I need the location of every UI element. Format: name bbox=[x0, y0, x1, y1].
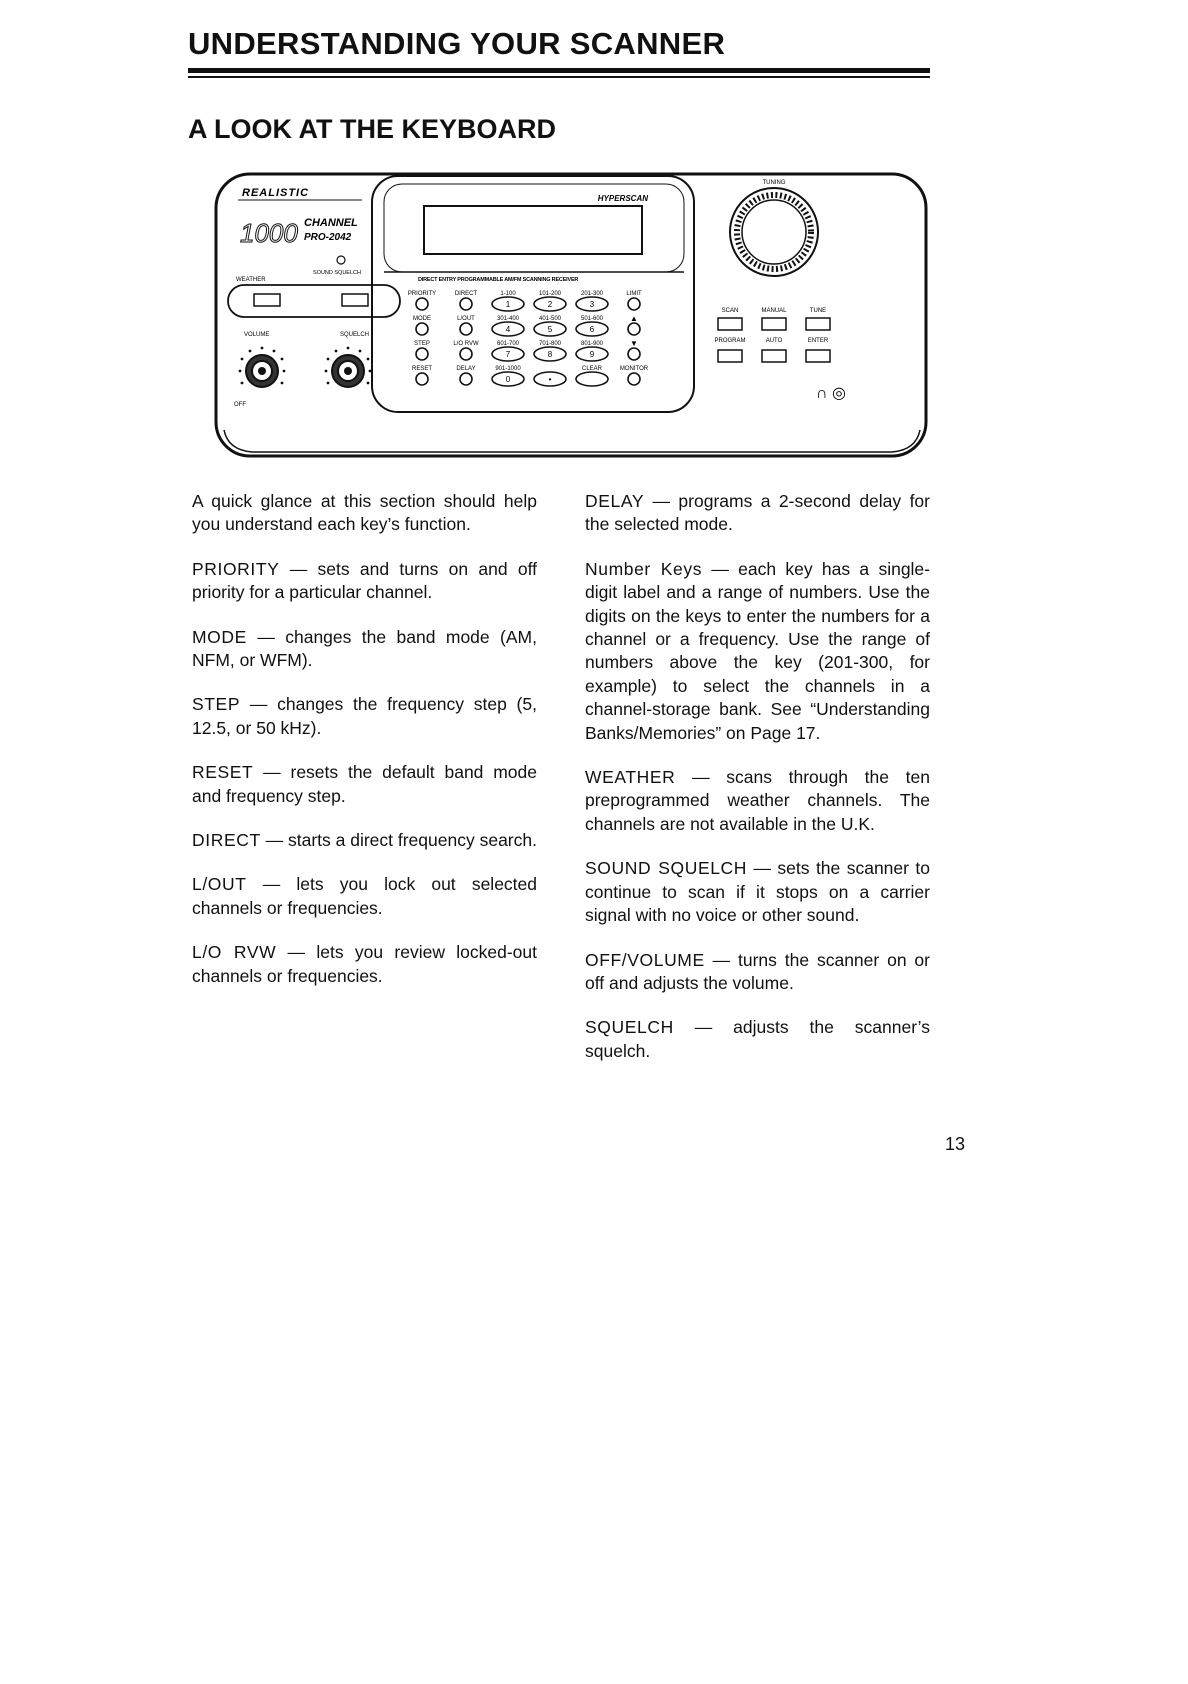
monitor-label: MONITOR bbox=[619, 366, 649, 372]
key-digit-4: 4 bbox=[505, 325, 511, 334]
key-digit-7: 7 bbox=[505, 350, 511, 359]
key-digit-2: 2 bbox=[547, 300, 553, 309]
lo-rvw-text: — lets you review locked-out channels or frequencies. bbox=[192, 942, 538, 986]
sound-squelch-term: SOUND SQUELCH bbox=[585, 858, 748, 879]
auto-label: AUTO bbox=[765, 338, 783, 344]
mode-label: MODE bbox=[413, 316, 431, 322]
manual-label: MANUAL bbox=[761, 308, 787, 314]
up-key[interactable] bbox=[628, 323, 640, 335]
tuning-knob[interactable] bbox=[730, 188, 818, 276]
direct-term: DIRECT bbox=[192, 830, 261, 851]
range-label-2: 101-200 bbox=[538, 291, 562, 297]
mode-description bbox=[192, 626, 537, 673]
reset-label: RESET bbox=[411, 366, 433, 372]
squelch-label: SQUELCH bbox=[340, 332, 370, 338]
tune-button[interactable] bbox=[806, 318, 830, 330]
mode-term: MODE bbox=[192, 626, 247, 647]
step-key[interactable] bbox=[416, 348, 428, 360]
enter-button[interactable] bbox=[806, 350, 830, 362]
key-digit-9: 9 bbox=[589, 350, 595, 359]
off-volume-description bbox=[585, 949, 930, 996]
key-digit-5: 5 bbox=[547, 325, 553, 334]
feature-strip: DIRECT ENTRY PROGRAMMABLE AM/FM SCANNING RECEIVER bbox=[418, 277, 579, 283]
range-label-6: 501-600 bbox=[580, 316, 604, 322]
lo-rvw-label: L/O RVW bbox=[453, 341, 479, 347]
intro-text: A quick glance at this section should help you understand each key’s function. bbox=[192, 491, 537, 535]
weather-description bbox=[585, 766, 930, 836]
housing-bottom-edge bbox=[224, 430, 920, 452]
lo-rvw-description bbox=[192, 941, 537, 988]
delay-key[interactable] bbox=[460, 373, 472, 385]
lcd-display bbox=[424, 206, 642, 254]
lout-label: L/OUT bbox=[457, 316, 475, 322]
clear-label: CLEAR bbox=[581, 366, 603, 372]
reset-text: — resets the default band mode and frequency step. bbox=[192, 762, 537, 806]
off-label: OFF bbox=[234, 402, 246, 408]
lout-key[interactable] bbox=[460, 323, 472, 335]
reset-term: RESET bbox=[192, 762, 254, 783]
mode-key[interactable] bbox=[416, 323, 428, 335]
delay-description bbox=[585, 490, 930, 537]
up-arrow-label: ▲ bbox=[630, 314, 638, 323]
lo-rvw-term: L/O RVW bbox=[192, 942, 277, 963]
channel-label: CHANNEL bbox=[304, 217, 358, 229]
key-digit-8: 8 bbox=[547, 350, 553, 359]
range-label-1: 1-100 bbox=[500, 291, 516, 297]
scanner-keyboard-diagram bbox=[212, 170, 932, 464]
squelch-term: SQUELCH bbox=[585, 1017, 674, 1038]
weather-text: — scans through the ten preprogrammed weather channels. The channels are not available in the U.K. bbox=[585, 767, 930, 834]
delay-label: DELAY bbox=[456, 366, 476, 372]
lout-term: L/OUT bbox=[192, 874, 247, 895]
priority-term: PRIORITY bbox=[192, 558, 280, 579]
scan-label: SCAN bbox=[721, 308, 739, 314]
key-digit-1: 1 bbox=[505, 300, 511, 309]
range-label-4: 301-400 bbox=[496, 316, 520, 322]
model-number: 1000 bbox=[240, 218, 298, 248]
monitor-key[interactable] bbox=[628, 373, 640, 385]
program-label: PROGRAM bbox=[714, 338, 746, 344]
step-term: STEP bbox=[192, 694, 241, 715]
range-label-3: 201-300 bbox=[580, 291, 604, 297]
range-label-9: 801-900 bbox=[580, 341, 604, 347]
manual-button[interactable] bbox=[762, 318, 786, 330]
key-decimal: • bbox=[548, 375, 552, 384]
number-keys-description bbox=[585, 558, 930, 745]
down-arrow-label: ▼ bbox=[630, 339, 638, 348]
off-volume-text: — turns the scanner on or off and adjusts the volume. bbox=[585, 949, 930, 993]
clear-key[interactable] bbox=[576, 372, 608, 386]
squelch-knob[interactable] bbox=[332, 355, 364, 387]
power-symbols: ∩ ◎ bbox=[816, 385, 846, 402]
off-volume-term: OFF/VOLUME bbox=[585, 949, 705, 970]
lout-text: — lets you lock out selected channels or frequencies. bbox=[192, 874, 537, 918]
lo-rvw-key[interactable] bbox=[460, 348, 472, 360]
key-digit-3: 3 bbox=[589, 300, 595, 309]
direct-label: DIRECT bbox=[454, 291, 478, 297]
sound-squelch-text: — sets the scanner to continue to scan if it stops on a carrier signal with no voice or other sound. bbox=[585, 858, 930, 926]
model-name: PRO-2042 bbox=[304, 232, 352, 243]
page-title: UNDERSTANDING YOUR SCANNER bbox=[188, 26, 726, 61]
enter-label: ENTER bbox=[807, 338, 829, 344]
limit-label: LIMIT bbox=[626, 291, 642, 297]
direct-text: — starts a direct frequency search. bbox=[260, 830, 537, 851]
mode-text: — changes the band mode (AM, NFM, or WFM). bbox=[192, 626, 537, 671]
priority-description bbox=[192, 558, 537, 605]
left-column bbox=[192, 490, 537, 1009]
squelch-description bbox=[585, 1016, 930, 1063]
volume-knob[interactable] bbox=[246, 355, 278, 387]
reset-key[interactable] bbox=[416, 373, 428, 385]
right-column bbox=[585, 490, 930, 1084]
step-text: — changes the frequency step (5, 12.5, or 50 kHz). bbox=[192, 694, 537, 738]
key-digit-6: 6 bbox=[589, 325, 595, 334]
limit-key[interactable] bbox=[628, 298, 640, 310]
direct-key[interactable] bbox=[460, 298, 472, 310]
sound-squelch-indicator bbox=[337, 256, 345, 264]
priority-label: PRIORITY bbox=[407, 291, 437, 297]
range-label-8: 701-800 bbox=[538, 341, 562, 347]
auto-button[interactable] bbox=[762, 350, 786, 362]
delay-text: — programs a 2-second delay for the selected mode. bbox=[585, 491, 930, 535]
weather-label: WEATHER bbox=[236, 277, 266, 283]
brand-logo: REALISTIC bbox=[242, 187, 310, 199]
title-rule bbox=[188, 68, 930, 73]
key-digit-0: 0 bbox=[505, 375, 511, 384]
number-keys-term: Number Keys bbox=[585, 558, 703, 579]
scan-button[interactable] bbox=[718, 318, 742, 330]
intro-paragraph bbox=[192, 490, 537, 537]
sound-squelch-label: SOUND SQUELCH bbox=[313, 270, 361, 276]
priority-text: — sets and turns on and off priority for a particular channel. bbox=[192, 558, 537, 603]
program-button[interactable] bbox=[718, 350, 742, 362]
sound-squelch-description bbox=[585, 857, 930, 927]
range-label-10: 901-1000 bbox=[495, 366, 521, 372]
tune-label: TUNE bbox=[809, 308, 827, 314]
direct-description bbox=[192, 829, 537, 852]
range-label-5: 401-500 bbox=[538, 316, 562, 322]
reset-description bbox=[192, 761, 537, 808]
hyperscan-label: HYPERSCAN bbox=[597, 194, 648, 203]
tuning-label: TUNING bbox=[762, 180, 786, 186]
weather-button[interactable] bbox=[254, 294, 280, 306]
step-label: STEP bbox=[414, 341, 430, 347]
section-title: A LOOK AT THE KEYBOARD bbox=[188, 114, 556, 144]
priority-key[interactable] bbox=[416, 298, 428, 310]
range-label-7: 601-700 bbox=[496, 341, 520, 347]
title-rule-thin bbox=[188, 76, 930, 78]
sound-squelch-button[interactable] bbox=[342, 294, 368, 306]
delay-term: DELAY bbox=[585, 491, 645, 511]
weather-term: WEATHER bbox=[585, 767, 676, 788]
down-key[interactable] bbox=[628, 348, 640, 360]
page-number: 13 bbox=[945, 1134, 966, 1154]
volume-label: VOLUME bbox=[244, 332, 270, 338]
step-description bbox=[192, 693, 537, 740]
lout-description bbox=[192, 873, 537, 920]
number-keys-text: — each key has a single-digit label and a range of numbers. Use the digits on the keys to enter the numbers for a channel or a frequency. Use the range of numbers above the key (201-300, for example) to select the channels in a channel-storage bank. See “Understanding Banks/Memories” on Page 17. bbox=[585, 558, 930, 743]
squelch-text: — adjusts the scanner’s squelch. bbox=[585, 1017, 930, 1061]
